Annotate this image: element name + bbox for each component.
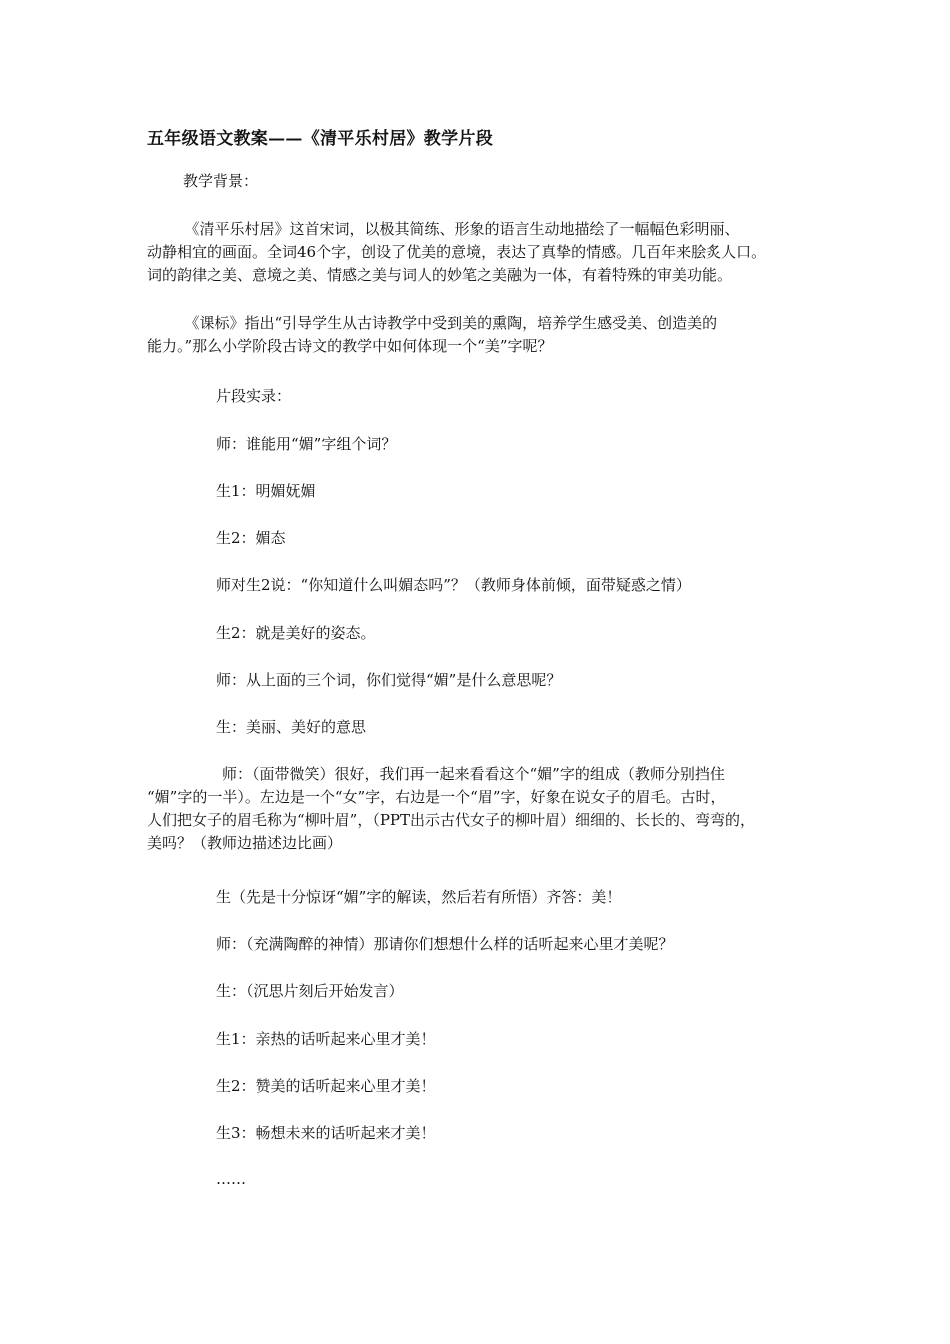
dialogue-line: 师：谁能用“媚”字组个词？ xyxy=(216,435,397,453)
paragraph-line: 师：（面带微笑）很好，我们再一起来看看这个“媚”字的组成（教师分别挡住 xyxy=(147,765,725,783)
dialogue-line: 生2：赞美的话听起来心里才美！ xyxy=(216,1077,436,1095)
background-paragraph xyxy=(147,218,807,287)
dialogue-line: 生：（沉思片刻后开始发言） xyxy=(216,982,404,1000)
paragraph-line: 动静相宜的画面。全词46个字，创设了优美的意境，表达了真挚的情感。几百年来脍炙人口。 xyxy=(147,243,767,261)
dialogue-line: 生3：畅想未来的话听起来才美！ xyxy=(216,1124,436,1142)
paragraph-line: 《清平乐村居》这首宋词，以极其简练、形象的语言生动地描绘了一幅幅色彩明丽、 xyxy=(147,220,740,238)
paragraph-line: 能力。”那么小学阶段古诗文的教学中如何体现一个“美”字呢？ xyxy=(147,337,553,355)
dialogue-line: 生2：就是美好的姿态。 xyxy=(216,624,376,642)
dialogue-line: 生2：媚态 xyxy=(216,529,286,547)
dialogue-line: 生（先是十分惊讶“媚”字的解读，然后若有所悟）齐答：美！ xyxy=(216,888,622,906)
paragraph-line: 美吗？（教师边描述边比画） xyxy=(147,834,343,852)
dialogue-line: 师：（充满陶醉的神情）那请你们想想什么样的话听起来心里才美呢？ xyxy=(216,935,674,953)
paragraph-line: 词的韵律之美、意境之美、情感之美与词人的妙笔之美融为一体，有着特殊的审美功能。 xyxy=(147,266,733,284)
dialogue-line: 生1：亲热的话听起来心里才美！ xyxy=(216,1030,436,1048)
ellipsis: …… xyxy=(216,1170,246,1188)
dialogue-line: 师：从上面的三个词，你们觉得“媚”是什么意思呢？ xyxy=(216,671,562,689)
dialogue-line: 生1：明媚妩媚 xyxy=(216,482,316,500)
paragraph-line: 人们把女子的眉毛称为“柳叶眉”，（PPT出示古代女子的柳叶眉）细细的、长长的、弯弯的， xyxy=(147,811,756,829)
paragraph-line: 《课标》指出“引导学生从古诗教学中受到美的熏陶，培养学生感受美、创造美的 xyxy=(147,314,718,332)
record-heading: 片段实录： xyxy=(216,387,292,405)
dialogue-line: 生：美丽、美好的意思 xyxy=(216,718,367,736)
dialogue-line: 师对生2说：“你知道什么叫媚态吗”？（教师身体前倾，面带疑惑之情） xyxy=(216,576,691,594)
paragraph-line: “媚”字的一半）。左边是一个“女”字，右边是一个“眉”字，好象在说女子的眉毛。古时， xyxy=(147,788,726,806)
background-heading: 教学背景： xyxy=(183,172,259,190)
document-title: 五年级语文教案——《清平乐村居》教学片段 xyxy=(147,129,493,149)
standard-paragraph xyxy=(147,312,807,358)
teacher-explanation-paragraph xyxy=(147,763,807,855)
